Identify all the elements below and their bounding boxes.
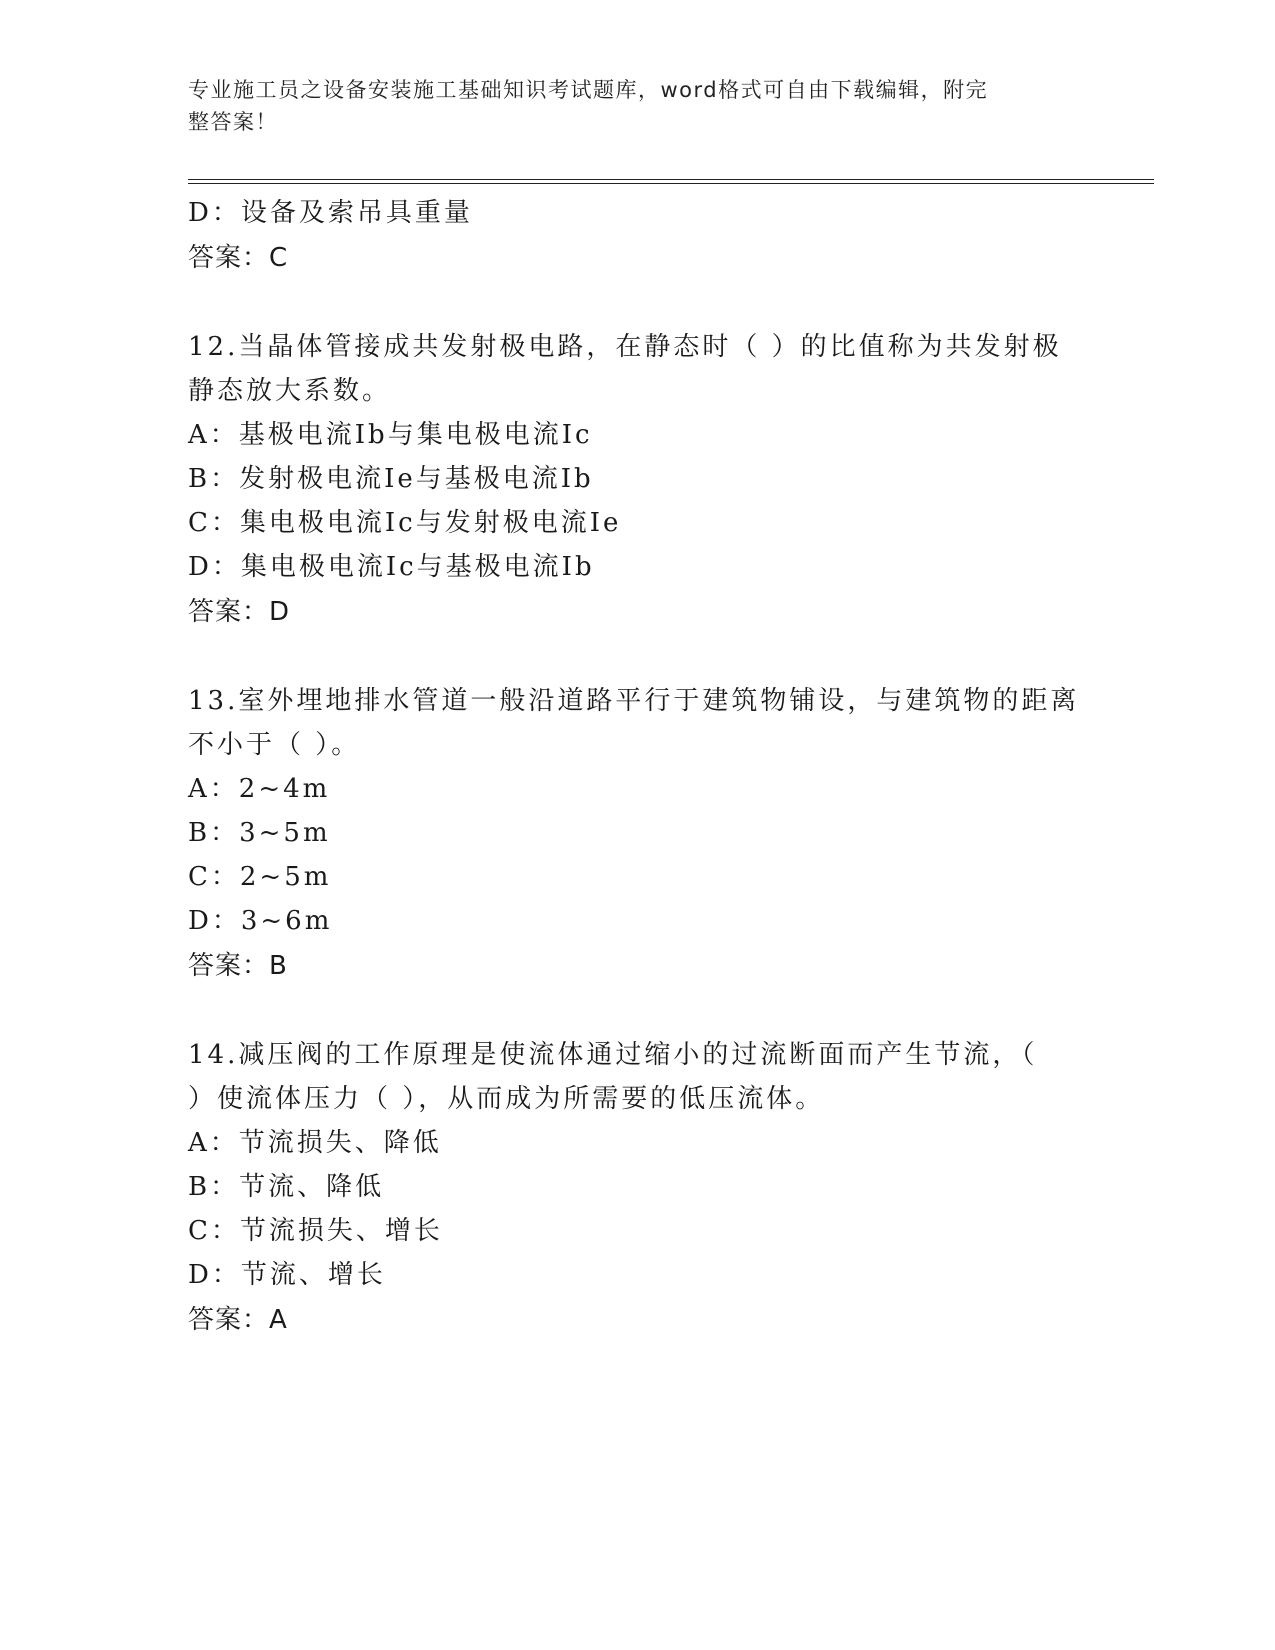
question-12-option-d: D：集电极电流Ic与基极电流Ib <box>188 552 595 582</box>
header-line-2: 整答案！ <box>188 110 278 134</box>
question-14-answer: 答案：A <box>188 1305 288 1335</box>
question-13-stem-line-2: 不小于（ ）。 <box>188 730 361 760</box>
question-12-option-a: A：基极电流Ib与集电极电流Ic <box>188 420 593 450</box>
header-divider-top <box>188 179 1154 180</box>
question-13-option-d: D：3~6m <box>188 906 333 936</box>
prev-option-d: D：设备及索吊具重量 <box>188 198 473 228</box>
question-12-stem-line-1: 12.当晶体管接成共发射极电路，在静态时（ ）的比值称为共发射极 <box>188 332 1062 362</box>
header-line-1: 专业施工员之设备安装施工基础知识考试题库，word格式可自由下载编辑，附完 <box>188 78 989 102</box>
question-12-option-c: C：集电极电流Ic与发射极电流Ie <box>188 508 622 538</box>
question-14-option-d: D：节流、增长 <box>188 1260 386 1290</box>
prev-answer: 答案：C <box>188 243 289 273</box>
question-14-option-a: A：节流损失、降低 <box>188 1128 442 1158</box>
question-13-option-b: B：3~5m <box>188 818 331 848</box>
question-14-stem-line-1: 14.减压阀的工作原理是使流体通过缩小的过流断面而产生节流，（ <box>188 1040 1038 1070</box>
question-13-option-a: A：2~4m <box>188 774 331 804</box>
document-header <box>188 74 1068 138</box>
question-13-answer: 答案：B <box>188 951 288 981</box>
question-14-option-b: B：节流、降低 <box>188 1172 385 1202</box>
question-14-option-c: C：节流损失、增长 <box>188 1216 443 1246</box>
question-13-option-c: C：2~5m <box>188 862 332 892</box>
question-12-answer: 答案：D <box>188 597 291 627</box>
question-14-stem-line-2: ）使流体压力（ ），从而成为所需要的低压流体。 <box>188 1084 825 1114</box>
header-divider-bottom <box>188 183 1154 184</box>
question-12-option-b: B：发射极电流Ie与基极电流Ib <box>188 464 594 494</box>
question-12-stem-line-2: 静态放大系数。 <box>188 376 392 406</box>
question-13-stem-line-1: 13.室外埋地排水管道一般沿道路平行于建筑物铺设，与建筑物的距离 <box>188 686 1080 716</box>
